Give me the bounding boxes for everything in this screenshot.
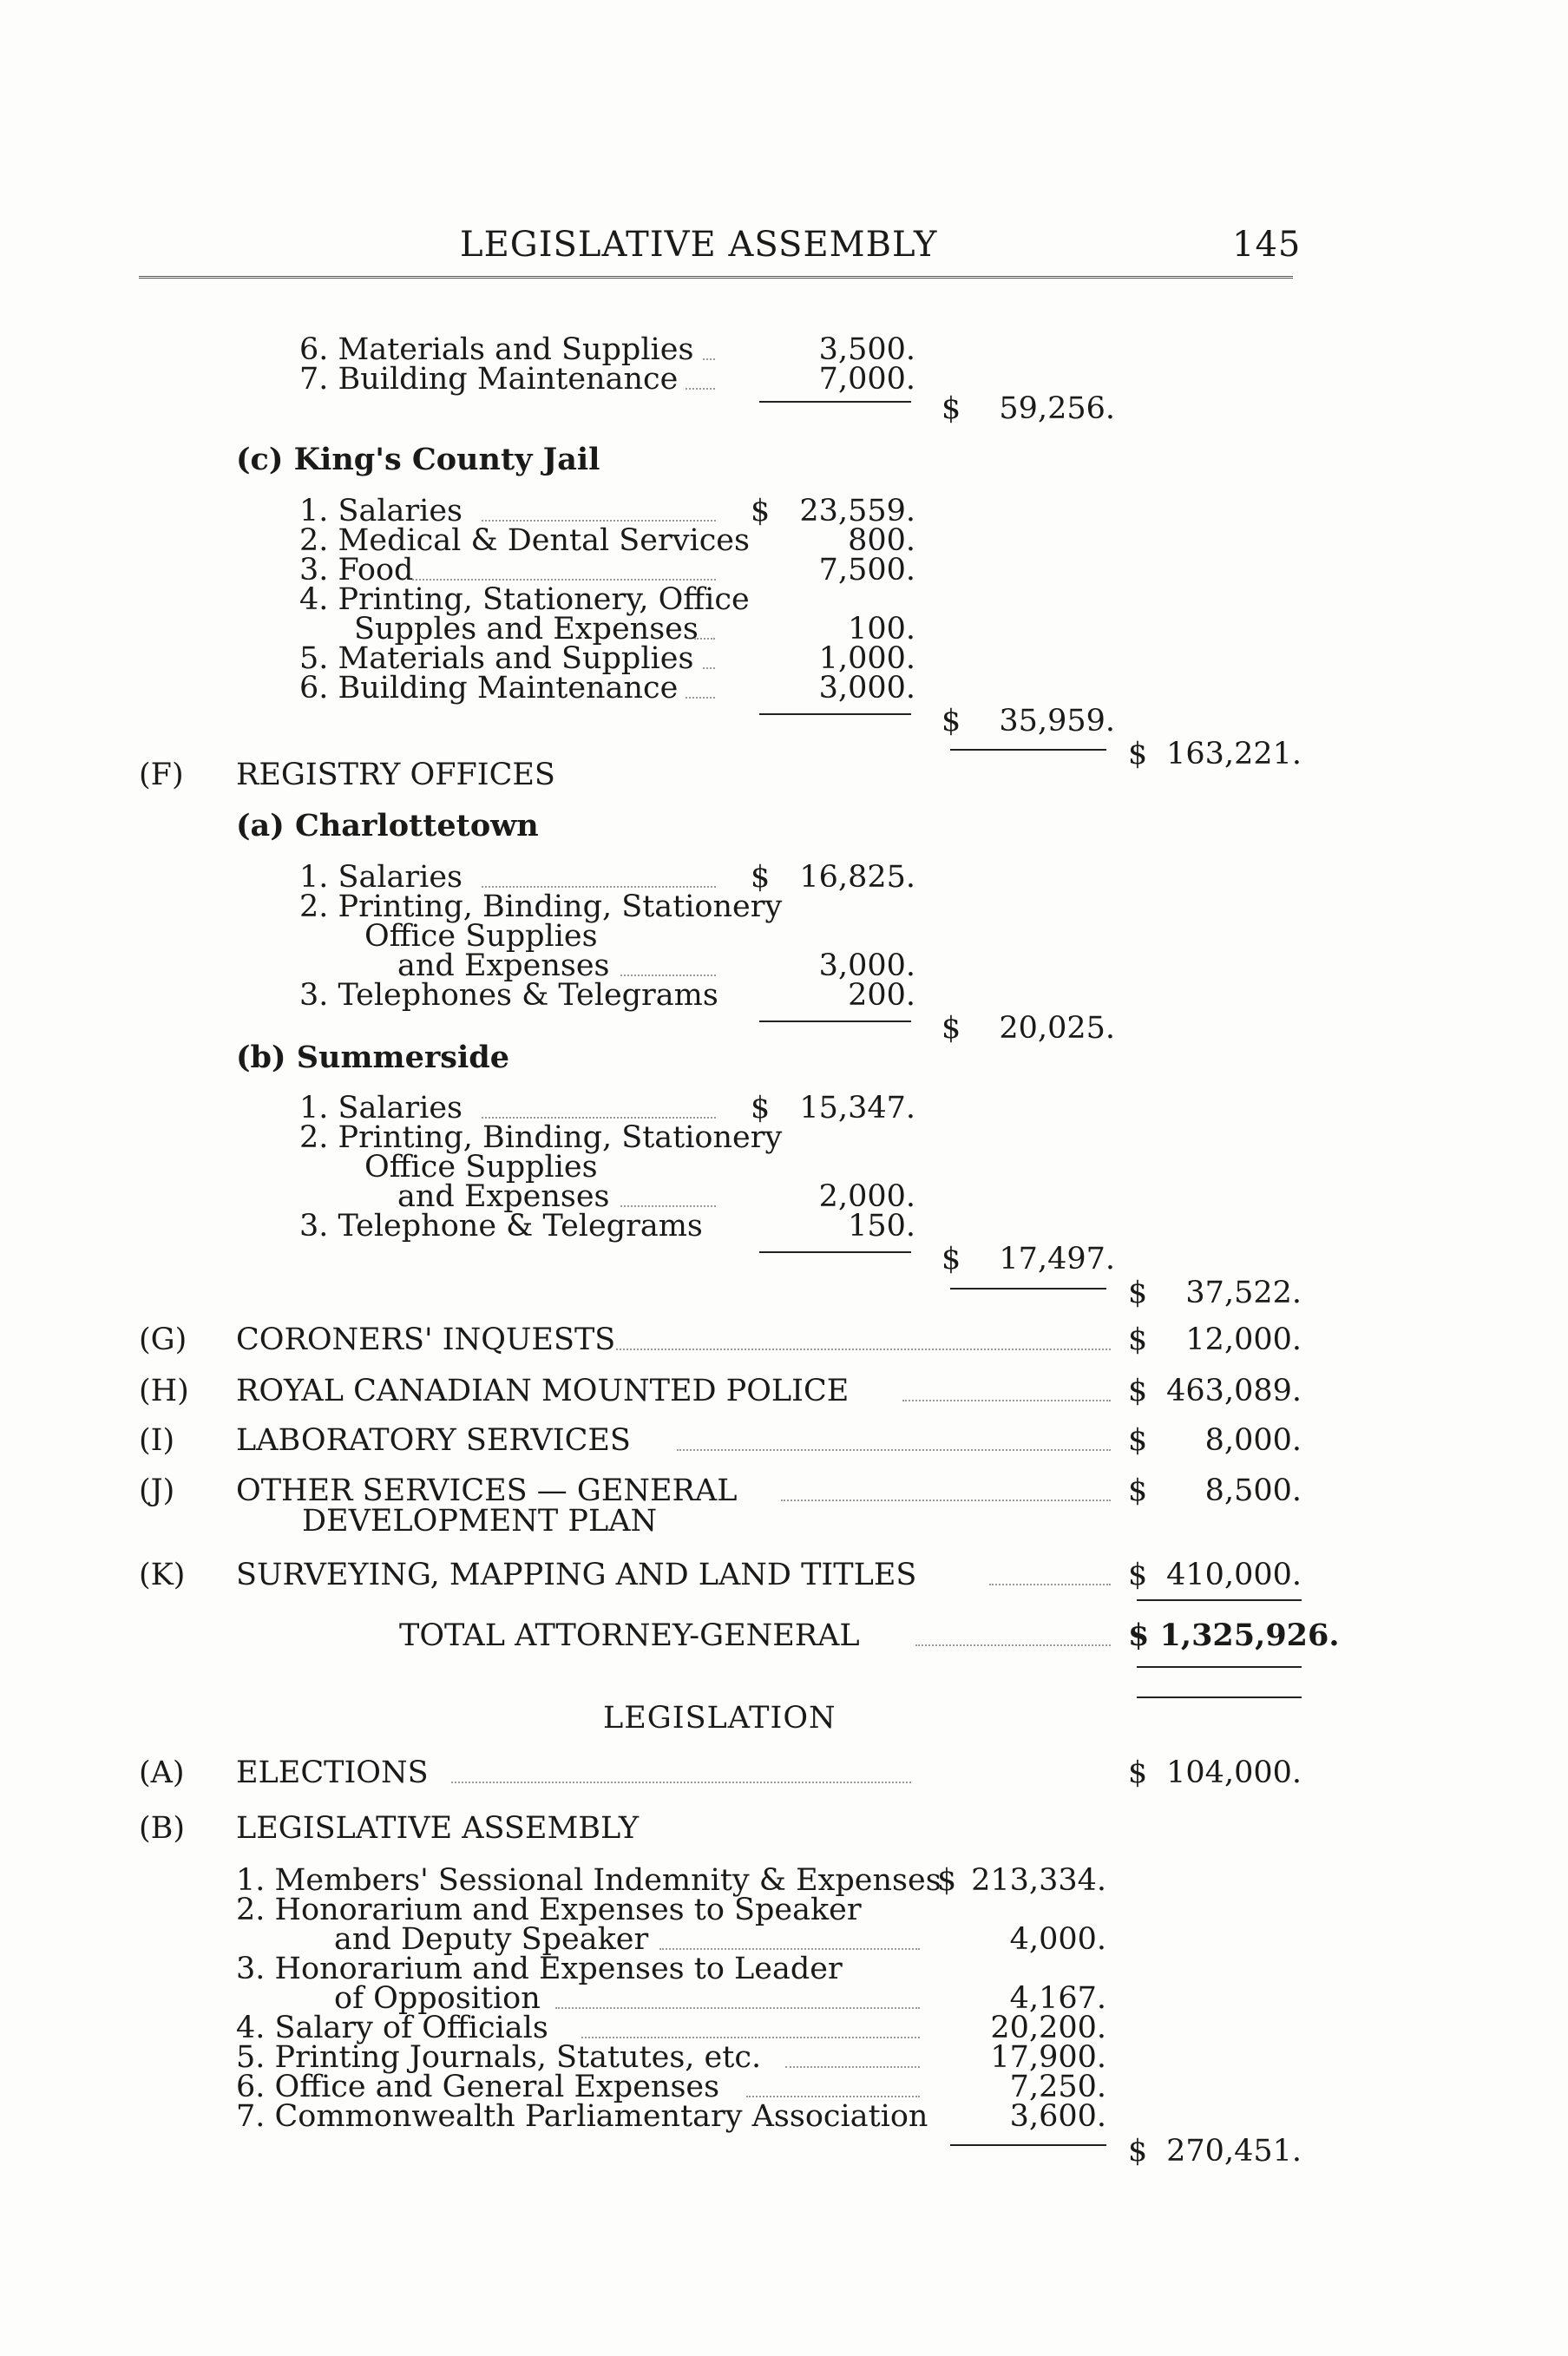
- line-item-label: 1. Salaries: [299, 1091, 463, 1125]
- currency-sign: $: [1128, 1276, 1148, 1310]
- line-item-amount: 7,250.: [1009, 2070, 1106, 2104]
- line-item-amount: 16,825.: [799, 860, 915, 895]
- line-item-amount: 1,000.: [818, 641, 915, 676]
- line-item-label: 3. Telephones & Telegrams: [299, 978, 718, 1013]
- leader-dots: [694, 638, 715, 640]
- section-total-rule: [950, 749, 1106, 751]
- line-item-label-cont: Office Supplies: [364, 919, 598, 954]
- section-title: OTHER SERVICES — GENERAL: [236, 1473, 738, 1508]
- leader-dots: [482, 1117, 716, 1119]
- section-letter: (A): [139, 1756, 185, 1790]
- line-item-label-cont: and Expenses: [397, 948, 610, 983]
- section-title: ROYAL CANADIAN MOUNTED POLICE: [236, 1374, 850, 1408]
- line-item-amount: 150.: [848, 1209, 915, 1244]
- line-item-label: 3. Honorarium and Expenses to Leader: [236, 1952, 843, 1986]
- line-item-label: 2. Honorarium and Expenses to Speaker: [236, 1893, 862, 1927]
- leader-dots: [785, 2066, 920, 2068]
- currency-sign: $: [751, 494, 771, 528]
- line-item-label: 6. Building Maintenance: [299, 671, 679, 705]
- line-item-label: 2. Medical & Dental Services: [299, 523, 750, 558]
- line-item-label: 5. Printing Journals, Statutes, etc.: [236, 2040, 762, 2075]
- chapter-heading: LEGISLATION: [603, 1701, 836, 1736]
- line-item-amount: 7,500.: [818, 553, 915, 587]
- leader-dots: [555, 2007, 920, 2009]
- line-item-label: 7. Building Maintenance: [299, 362, 679, 397]
- currency-sign: $: [1128, 1756, 1148, 1790]
- line-item-label: 1. Salaries: [299, 860, 463, 895]
- currency-sign: $: [941, 1242, 961, 1276]
- line-item-amount: 20,200.: [990, 2011, 1106, 2045]
- line-item-label: 6. Office and General Expenses: [236, 2070, 720, 2104]
- currency-sign: $: [941, 1011, 961, 1046]
- currency-sign: $: [751, 860, 771, 895]
- currency-sign: $: [941, 391, 961, 426]
- line-item-amount: 100.: [848, 612, 915, 646]
- line-item-amount: 4,167.: [1009, 1981, 1106, 2016]
- line-item-label: 7. Commonwealth Parliamentary Association: [236, 2099, 928, 2134]
- section-total-rule: [950, 2144, 1106, 2146]
- section-title: CORONERS' INQUESTS: [236, 1322, 616, 1357]
- currency-sign: $: [751, 1091, 771, 1125]
- leader-dots: [482, 886, 716, 888]
- subtotal-amount: 20,025.: [999, 1011, 1115, 1046]
- leader-dots: [620, 1205, 716, 1207]
- section-title: SURVEYING, MAPPING AND LAND TITLES: [236, 1558, 917, 1592]
- leader-dots: [616, 1349, 1111, 1350]
- line-item-amount: 23,559.: [799, 494, 915, 528]
- leader-dots: [686, 697, 715, 699]
- line-item-amount: 3,500.: [818, 332, 915, 367]
- subtotal-rule: [759, 401, 911, 403]
- subsection-title: (a) Charlottetown: [236, 808, 539, 843]
- section-amount: 463,089.: [1166, 1374, 1302, 1408]
- currency-sign: $: [1128, 1322, 1148, 1357]
- line-item-label: 2. Printing, Binding, Stationery: [299, 889, 783, 924]
- line-item-label: 3. Food: [299, 553, 414, 587]
- section-amount: 410,000.: [1166, 1558, 1302, 1592]
- section-title: REGISTRY OFFICES: [236, 758, 555, 792]
- section-letter: (B): [139, 1811, 186, 1846]
- line-item-label: 1. Salaries: [299, 494, 463, 528]
- section-title: ELECTIONS: [236, 1756, 429, 1790]
- line-item-label: 6. Materials and Supplies: [299, 332, 694, 367]
- line-item-amount: 4,000.: [1009, 1922, 1106, 1957]
- line-item-amount: 15,347.: [799, 1091, 915, 1125]
- leader-dots: [703, 667, 715, 669]
- line-item-amount: 800.: [848, 523, 915, 558]
- grand-total-label: TOTAL ATTORNEY-GENERAL: [399, 1618, 860, 1653]
- line-item-label-cont: Office Supplies: [364, 1150, 598, 1185]
- page-title: LEGISLATIVE ASSEMBLY: [460, 225, 938, 265]
- section-title: LEGISLATIVE ASSEMBLY: [236, 1811, 640, 1846]
- section-total-amount: 37,522.: [1185, 1276, 1302, 1310]
- currency-sign: $: [1128, 1473, 1148, 1508]
- section-letter: (K): [139, 1558, 186, 1592]
- subtotal-amount: 17,497.: [999, 1242, 1115, 1276]
- leader-dots: [482, 520, 716, 522]
- leader-dots: [989, 1584, 1111, 1585]
- leader-dots: [581, 2037, 920, 2038]
- section-title-cont: DEVELOPMENT PLAN: [302, 1504, 658, 1539]
- line-item-label: 3. Telephone & Telegrams: [299, 1209, 703, 1244]
- currency-sign: $: [1128, 2134, 1148, 2169]
- section-total-amount: 163,221.: [1166, 737, 1302, 771]
- subtotal-amount: 59,256.: [999, 391, 1115, 426]
- currency-sign: $: [941, 704, 961, 738]
- line-item-label: 5. Materials and Supplies: [299, 641, 694, 676]
- line-item-label-cont: of Opposition: [334, 1981, 541, 2016]
- line-item-label: 4. Printing, Stationery, Office: [299, 582, 750, 617]
- section-total-rule: [950, 1288, 1106, 1290]
- leader-dots: [412, 579, 716, 581]
- line-item-amount: 3,000.: [818, 948, 915, 983]
- leader-dots: [451, 1782, 911, 1783]
- line-item-label: 4. Salary of Officials: [236, 2011, 548, 2045]
- section-total-amount: 270,451.: [1166, 2134, 1302, 2169]
- currency-sign: $: [937, 1863, 957, 1898]
- section-letter: (H): [139, 1374, 189, 1408]
- grand-total-amount: $ 1,325,926.: [1128, 1618, 1340, 1653]
- line-item-amount: 3,600.: [1009, 2099, 1106, 2134]
- section-letter: (I): [139, 1423, 175, 1458]
- subtotal-rule: [759, 1020, 911, 1022]
- subsection-title: (c) King's County Jail: [236, 442, 600, 477]
- section-amount: 8,500.: [1204, 1473, 1302, 1508]
- section-title: LABORATORY SERVICES: [236, 1423, 631, 1458]
- leader-dots: [703, 358, 715, 360]
- line-item-amount: 17,900.: [990, 2040, 1106, 2075]
- leader-dots: [659, 1948, 920, 1950]
- section-amount: 104,000.: [1166, 1756, 1302, 1790]
- line-item-label-cont: Supples and Expenses: [354, 612, 699, 646]
- line-item-amount: 2,000.: [818, 1179, 915, 1214]
- subtotal-rule: [759, 1251, 911, 1253]
- line-item-label-cont: and Expenses: [397, 1179, 610, 1214]
- section-amount: 8,000.: [1204, 1423, 1302, 1458]
- section-letter: (G): [139, 1322, 187, 1357]
- leader-dots: [677, 1449, 1111, 1451]
- total-rule: [1137, 1696, 1302, 1698]
- leader-dots: [686, 388, 715, 390]
- section-letter: (J): [139, 1473, 175, 1508]
- currency-sign: $: [1128, 1558, 1148, 1592]
- line-item-amount: 3,000.: [818, 671, 915, 705]
- header-rule: [139, 276, 1293, 279]
- line-item-label: 2. Printing, Binding, Stationery: [299, 1120, 783, 1155]
- currency-sign: $: [1128, 1423, 1148, 1458]
- line-item-amount: 200.: [848, 978, 915, 1013]
- line-item-amount: 213,334.: [971, 1863, 1106, 1898]
- subtotal-rule: [759, 713, 911, 715]
- currency-sign: $: [1128, 737, 1148, 771]
- currency-sign: $: [1128, 1374, 1148, 1408]
- line-item-amount: 7,000.: [818, 362, 915, 397]
- total-rule: [1137, 1599, 1302, 1601]
- leader-dots: [902, 1400, 1111, 1401]
- section-letter: (F): [139, 758, 184, 792]
- leader-dots: [620, 975, 716, 976]
- line-item-label: 1. Members' Sessional Indemnity & Expenses: [236, 1863, 941, 1898]
- page-number: 145: [1232, 225, 1302, 265]
- line-item-label-cont: and Deputy Speaker: [334, 1922, 649, 1957]
- leader-dots: [781, 1500, 1111, 1501]
- total-rule: [1137, 1666, 1302, 1668]
- section-amount: 12,000.: [1185, 1322, 1302, 1357]
- leader-dots: [746, 2096, 920, 2097]
- subtotal-amount: 35,959.: [999, 704, 1115, 738]
- subsection-title: (b) Summerside: [236, 1040, 510, 1075]
- leader-dots: [915, 1644, 1111, 1646]
